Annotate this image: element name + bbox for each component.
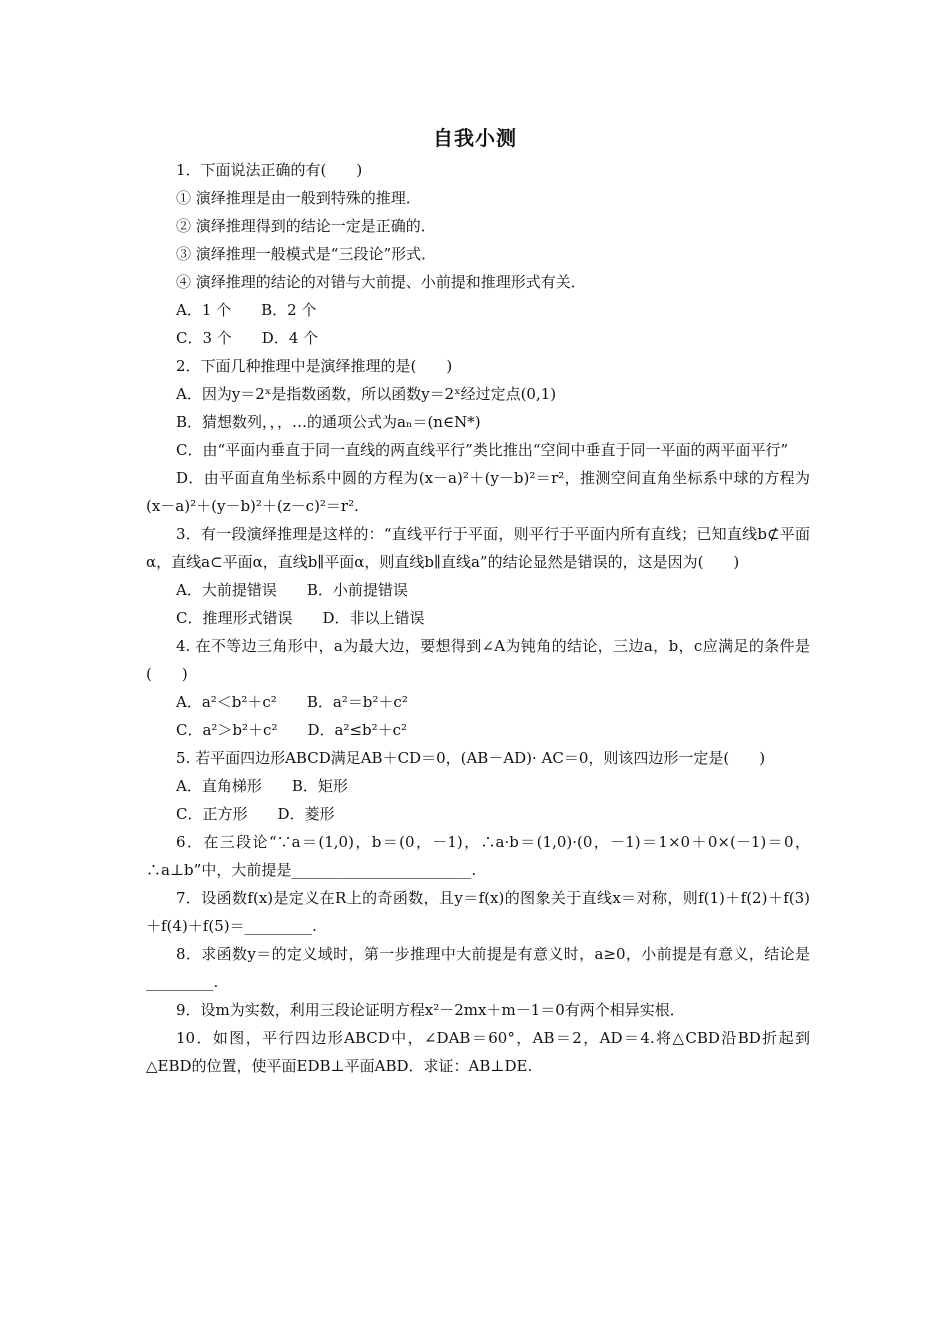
q1-option-b: B．2 个 bbox=[261, 301, 317, 319]
q4-options-cd bbox=[146, 716, 810, 744]
q3-options-cd bbox=[146, 604, 810, 632]
q3-option-c: C．推理形式错误 bbox=[176, 609, 293, 627]
q3-option-b: B．小前提错误 bbox=[306, 581, 408, 599]
q5-options-ab bbox=[146, 772, 810, 800]
q3-options-ab bbox=[146, 576, 810, 604]
q8-text: 8．求函数y＝的定义域时，第一步推理中大前提是有意义时，a≥0，小前提是有意义，结论是_________. bbox=[146, 945, 810, 991]
q1-statement-3: ③ 演绎推理一般模式是“三段论”形式． bbox=[176, 245, 437, 263]
q2-option-a: A．因为y＝2ˣ是指数函数，所以函数y＝2ˣ经过定点(0,1) bbox=[176, 385, 557, 403]
q1-statement-2: ② 演绎推理得到的结论一定是正确的． bbox=[176, 217, 436, 235]
q3-stem: 3．有一段演绎推理是这样的：“直线平行于平面，则平行于平面内所有直线；已知直线b⊄平面α，直线a⊂平面α，直线b∥平面α，则直线b∥直线a”的结论显然是错误的，这是因为( ) bbox=[146, 525, 810, 571]
q4-stem: 4. 在不等边三角形中，a为最大边，要想得到∠A为钝角的结论，三边a，b，c应满足的条件是( ) bbox=[146, 637, 810, 683]
q2-stem: 2．下面几种推理中是演绎推理的是( ) bbox=[176, 357, 453, 375]
q1-statement-4: ④ 演绎推理的结论的对错与大前提、小前提和推理形式有关． bbox=[176, 273, 586, 291]
q1-stem: 1．下面说法正确的有( ) bbox=[176, 161, 363, 179]
q1-options-ab bbox=[146, 296, 810, 324]
q5-option-b: B．矩形 bbox=[291, 777, 348, 795]
q4-option-b: B．a²＝b²＋c² bbox=[306, 693, 408, 711]
q1-options-cd bbox=[146, 324, 810, 352]
q5-option-a: A．直角梯形 bbox=[176, 777, 262, 795]
q3-option-a: A．大前提错误 bbox=[176, 581, 277, 599]
q1-statement-1: ① 演绎推理是由一般到特殊的推理． bbox=[176, 189, 421, 207]
q4-options-ab bbox=[146, 688, 810, 716]
q7-text: 7．设函数f(x)是定义在R上的奇函数，且y＝f(x)的图象关于直线x＝对称，则f(1)＋f(2)＋f(3)＋f(4)＋f(5)＝_________. bbox=[146, 889, 810, 935]
q4-option-a: A．a²＜b²＋c² bbox=[176, 693, 277, 711]
page-title: 自我小测 bbox=[433, 126, 517, 150]
q10-text: 10．如图，平行四边形ABCD中，∠DAB＝60°，AB＝2，AD＝4.将△CBD沿BD折起到△EBD的位置，使平面EDB⊥平面ABD．求证：AB⊥DE. bbox=[146, 1029, 810, 1075]
q9-text: 9．设m为实数，利用三段论证明方程x²－2mx＋m－1＝0有两个相异实根． bbox=[176, 1001, 685, 1019]
q4-option-c: C．a²＞b²＋c² bbox=[176, 721, 278, 739]
q1-option-a: A．1 个 bbox=[176, 301, 232, 319]
q2-option-d: D．由平面直角坐标系中圆的方程为(x－a)²＋(y－b)²＝r²，推测空间直角坐标系中球的方程为(x－a)²＋(y－b)²＋(z－c)²＝r². bbox=[146, 469, 810, 515]
q5-option-d: D．菱形 bbox=[277, 805, 335, 823]
q6-text: 6．在三段论“∵a＝(1,0)，b＝(0，－1)，∴a·b＝(1,0)·(0，－1)＝1×0＋0×(－1)＝0，∴a⊥b”中，大前提是________________________. bbox=[146, 833, 810, 879]
q1-option-d: D．4 个 bbox=[261, 329, 319, 347]
q5-stem: 5. 若平面四边形ABCD满足AB＋CD＝0，(AB－AD)· AC＝0，则该四边形一定是( ) bbox=[176, 749, 766, 767]
q2-option-b: B．猜想数列，，，…的通项公式为aₙ＝(n∈N*) bbox=[176, 413, 481, 431]
question-list bbox=[146, 156, 810, 1080]
q1-option-c: C．3 个 bbox=[176, 329, 232, 347]
q5-option-c: C．正方形 bbox=[176, 805, 248, 823]
q4-option-d: D．a²≤b²＋c² bbox=[307, 721, 408, 739]
q2-option-c: C．由“平面内垂直于同一直线的两直线平行”类比推出“空间中垂直于同一平面的两平面平行” bbox=[176, 441, 789, 459]
q5-options-cd bbox=[146, 800, 810, 828]
q3-option-d: D．非以上错误 bbox=[322, 609, 425, 627]
